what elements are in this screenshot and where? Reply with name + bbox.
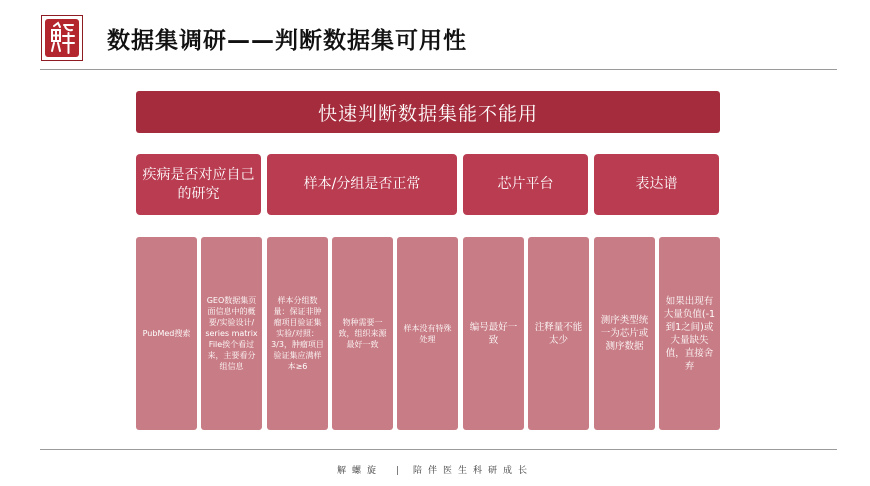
footer-divider	[40, 449, 837, 450]
header-divider	[40, 69, 837, 70]
page-title: 数据集调研——判断数据集可用性	[107, 28, 467, 54]
item-negative-missing-values: 如果出现有大量负值(-1到1之间)或大量缺失值，直接舍弃	[659, 237, 720, 430]
category-expression-profile: 表达谱	[594, 154, 719, 215]
category-disease: 疾病是否对应自己的研究	[136, 154, 261, 215]
main-banner: 快速判断数据集能不能用	[136, 91, 720, 133]
footer	[0, 463, 870, 476]
item-sequencing-type: 测序类型统一为芯片或测序数据	[594, 237, 655, 430]
footer-separator: |	[395, 466, 400, 476]
item-geo-page-info: GEO数据集页面信息中的概要/实验设计/ series matrix File挨个看过来，主要看分组信息	[201, 237, 262, 430]
footer-brand: 解螺旋	[336, 466, 382, 476]
footer-slogan: 陪伴医生科研成长	[413, 466, 534, 476]
category-sample-grouping: 样本/分组是否正常	[267, 154, 457, 215]
item-no-special-treatment: 样本没有特殊处理	[397, 237, 458, 430]
seal-logo-icon	[41, 15, 83, 61]
item-pubmed-search: PubMed搜索	[136, 237, 197, 430]
category-chip-platform: 芯片平台	[463, 154, 588, 215]
item-annotation-count: 注释量不能太少	[528, 237, 589, 430]
item-id-consistent: 编号最好一致	[463, 237, 524, 430]
item-species-tissue: 物种需要一致，组织来源最好一致	[332, 237, 393, 430]
item-sample-count: 样本分组数量：保证非肿瘤项目验证集实验/对照：3/3，肿瘤项目验证集应满样本≥6	[267, 237, 328, 430]
